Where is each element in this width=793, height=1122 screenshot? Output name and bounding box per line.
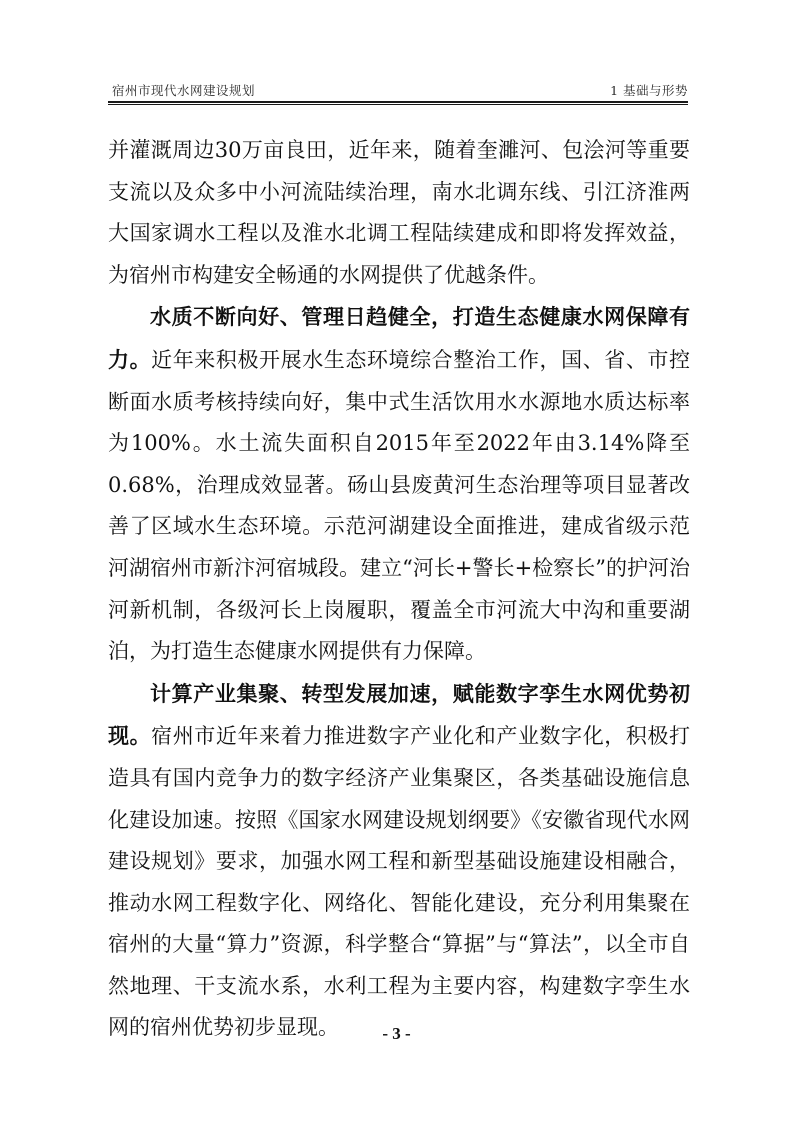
paragraph-text: 近年来积极开展水生态环境综合整治工作，国、省、市控断面水质考核持续向好，集中式生活饮用水水源地水质达标率为100%。水土流失面积自2015年至2022年由3.14%降至0.68%，治理成效显著。砀山县废黄河生态治理等项目显著改善了区域水生态环境。示范河湖建设全面推进，建成省级示范河湖宿州市新汴河宿城段。建立“河长+警长+检察长”的护河治河新机制，各级河长上岗履职，覆盖全市河流大中沟和重要湖泊，为打造生态健康水网提供有力保障。: [108, 347, 691, 664]
paragraph-text: 并灌溉周边30万亩良田，近年来，随着奎濉河、包浍河等重要支流以及众多中小河流陆续治理，南水北调东线、引江济淮两大国家调水工程以及淮水北调工程陆续建成和即将发挥效益，为宿州市构建安全畅通的水网提供了优越条件。: [108, 138, 690, 287]
header-document-title: 宿州市现代水网建设规划: [112, 83, 256, 98]
paragraph-digital-twin: [108, 673, 690, 1049]
page-number: - 3 -: [382, 1024, 411, 1043]
paragraph-heading: 计算产业集聚、转型发展加速，赋能数字孪生水网优势初现。: [108, 680, 690, 749]
paragraph-heading: 水质不断向好、管理日趋健全，打造生态健康水网保障有力。: [108, 304, 690, 372]
header-rule-thin: [108, 104, 688, 105]
paragraph-water-quality: [108, 296, 690, 672]
paragraph-continuation: [108, 130, 690, 296]
header-chapter-title: 1 基础与形势: [610, 83, 688, 98]
paragraph-text: 宿州市近年来着力推进数字产业化和产业数字化，积极打造具有国内竞争力的数字经济产业集聚区，各类基础设施信息化建设加速。按照《国家水网建设规划纲要》《安徽省现代水网建设规划》要求，加强水网工程和新型基础设施建设相融合，推动水网工程数字化、网络化、智能化建设，充分利用集聚在宿州的大量“算力”资源，科学整合“算据”与“算法”，以全市自然地理、干支流水系，水利工程为主要内容，构建数字孪生水网的宿州优势初步显现。: [108, 724, 691, 1040]
body-text: [108, 130, 690, 1049]
running-header: [108, 78, 688, 100]
header-rule-thick: [108, 101, 688, 103]
